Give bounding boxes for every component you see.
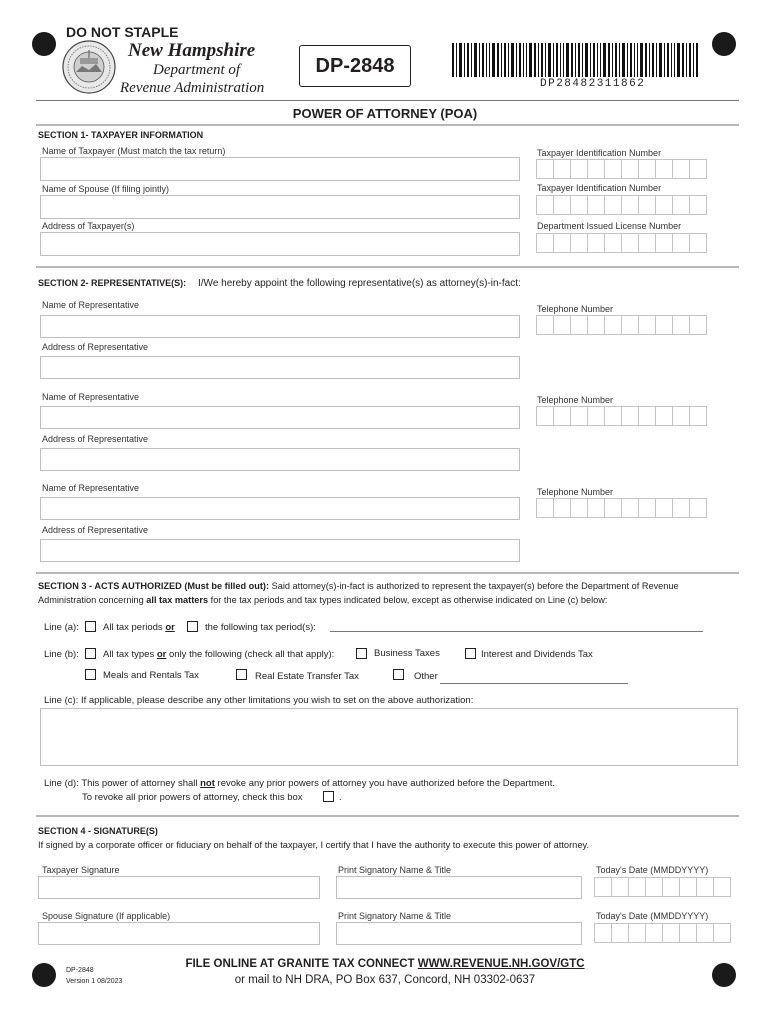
other-checkbox[interactable] (393, 669, 404, 680)
rep1-address-label: Address of Representative (42, 342, 149, 352)
line-d-period: . (339, 792, 342, 803)
section3-intro-b1: Administration concerning (38, 595, 144, 605)
section2-intro: I/We hereby appoint the following representative(s) as attorney(s)-in-fact: (198, 278, 521, 289)
print-name-field-1[interactable] (336, 876, 582, 899)
interest-dividends-label: Interest and Dividends Tax (481, 649, 593, 660)
date-label-2: Today's Date (MMDDYYYY) (596, 911, 709, 921)
print-name-label-2: Print Signatory Name & Title (338, 911, 452, 921)
rep2-name-label: Name of Representative (42, 392, 140, 402)
rep3-address-label: Address of Representative (42, 525, 149, 535)
form-number: DP-2848 (315, 55, 395, 77)
rep1-address-field[interactable] (40, 356, 520, 379)
spouse-signature-label: Spouse Signature (If applicable) (42, 911, 171, 921)
spouse-tin-field[interactable] (536, 195, 706, 215)
state-seal-icon (62, 40, 116, 94)
barcode-text: DP28482311862 (540, 78, 646, 90)
section3-intro-b2: for the tax periods and tax types indicated below, except as otherwise indicated on Line (c) below: (210, 595, 608, 605)
spouse-signature-field[interactable] (38, 922, 320, 945)
rep1-name-field[interactable] (40, 315, 520, 338)
business-taxes-checkbox[interactable] (356, 648, 367, 659)
date-label-1: Today's Date (MMDDYYYY) (596, 865, 709, 875)
section4-intro: If signed by a corporate officer or fiduciary on behalf of the taxpayer, I certify that I have the authority to execute this power of attorney. (38, 840, 590, 850)
license-number-label: Department Issued License Number (537, 221, 682, 231)
section3-title: SECTION 3 - ACTS AUTHORIZED (Must be filled out): (38, 581, 270, 591)
real-estate-checkbox[interactable] (236, 669, 247, 680)
tax-periods-input[interactable] (330, 631, 703, 632)
taxpayer-name-label: Name of Taxpayer (Must match the tax return) (42, 146, 226, 156)
section2-divider (36, 266, 739, 268)
taxpayer-address-label: Address of Taxpayer(s) (42, 221, 135, 231)
line-b-label: Line (b): (44, 649, 79, 660)
section2-title: SECTION 2- REPRESENTATIVE(S): (38, 278, 187, 288)
section1-divider (36, 124, 739, 126)
section3-intro-bold: all tax matters (146, 595, 209, 605)
print-name-field-2[interactable] (336, 922, 582, 945)
spouse-name-field[interactable] (40, 195, 520, 219)
taxpayer-address-field[interactable] (40, 232, 520, 256)
barcode (452, 43, 698, 77)
date-field-1[interactable] (594, 877, 730, 897)
spouse-name-label: Name of Spouse (If filing jointly) (42, 184, 170, 194)
line-d-revoke-text: To revoke all prior powers of attorney, check this box (82, 792, 303, 803)
all-tax-periods-checkbox[interactable] (85, 621, 96, 632)
footer-form-number: DP-2848 (66, 967, 94, 974)
state-name: New Hampshire (128, 40, 256, 61)
rep3-name-label: Name of Representative (42, 483, 140, 493)
following-tax-periods-checkbox[interactable] (187, 621, 198, 632)
department-line-2: Revenue Administration (120, 80, 265, 96)
section3-intro-line1 (38, 581, 679, 591)
rep3-name-field[interactable] (40, 497, 520, 520)
rep2-phone-label: Telephone Number (537, 395, 614, 405)
header-divider (36, 100, 739, 101)
all-tax-periods-label: All tax periods or (103, 622, 175, 633)
page-title: POWER OF ATTORNEY (POA) (292, 106, 478, 121)
rep2-address-field[interactable] (40, 448, 520, 471)
section4-divider (36, 815, 739, 817)
footer-file-online: FILE ONLINE AT GRANITE TAX CONNECT WWW.REVENUE.NH.GOV/GTC (185, 958, 585, 970)
rep3-phone-field[interactable] (536, 498, 706, 518)
line-a-label: Line (a): (44, 622, 79, 633)
registration-mark-top-right (712, 32, 736, 56)
rep3-address-field[interactable] (40, 539, 520, 562)
following-tax-periods-label: the following tax period(s): (205, 622, 316, 633)
department-line-1: Department of (153, 62, 241, 78)
rep2-phone-field[interactable] (536, 406, 706, 426)
date-field-2[interactable] (594, 923, 730, 943)
section3-intro-line2 (38, 595, 607, 605)
all-tax-types-label: All tax types or only the following (check all that apply): (103, 649, 335, 660)
interest-dividends-checkbox[interactable] (465, 648, 476, 659)
taxpayer-tin-field[interactable] (536, 159, 706, 179)
taxpayer-name-field[interactable] (40, 157, 520, 181)
section3-intro-a: Said attorney(s)-in-fact is authorized to represent the taxpayer(s) before the Department of Revenue (271, 581, 679, 591)
real-estate-label: Real Estate Transfer Tax (255, 671, 359, 682)
line-c-text: Line (c): If applicable, please describe any other limitations you wish to set on the above authorization: (44, 695, 474, 706)
business-taxes-label: Business Taxes (374, 648, 440, 659)
meals-rentals-label: Meals and Rentals Tax (103, 670, 199, 681)
gtc-link[interactable]: WWW.REVENUE.NH.GOV/GTC (417, 958, 585, 970)
do-not-staple: DO NOT STAPLE (66, 24, 179, 40)
other-input[interactable] (440, 683, 628, 684)
rep1-phone-field[interactable] (536, 315, 706, 335)
taxpayer-signature-label: Taxpayer Signature (42, 865, 120, 875)
limitations-textarea[interactable] (40, 708, 738, 766)
rep1-phone-label: Telephone Number (537, 304, 614, 314)
other-label: Other (414, 671, 438, 682)
footer-version: Version 1 08/2023 (66, 978, 123, 985)
rep1-name-label: Name of Representative (42, 300, 140, 310)
rep2-name-field[interactable] (40, 406, 520, 429)
line-d-text: Line (d): This power of attorney shall not revoke any prior powers of attorney you have authorized before the Department. (44, 778, 555, 789)
taxpayer-tin-label: Taxpayer Identification Number (537, 148, 662, 158)
print-name-label-1: Print Signatory Name & Title (338, 865, 452, 875)
section1-title: SECTION 1- TAXPAYER INFORMATION (38, 130, 204, 140)
section3-divider (36, 572, 739, 574)
spouse-tin-label: Taxpayer Identification Number (537, 183, 662, 193)
section4-title: SECTION 4 - SIGNATURE(S) (38, 826, 158, 836)
license-number-field[interactable] (536, 233, 706, 253)
meals-rentals-checkbox[interactable] (85, 669, 96, 680)
rep2-address-label: Address of Representative (42, 434, 149, 444)
all-tax-types-checkbox[interactable] (85, 648, 96, 659)
rep3-phone-label: Telephone Number (537, 487, 614, 497)
footer-mail-address: or mail to NH DRA, PO Box 637, Concord, NH 03302-0637 (234, 974, 536, 986)
taxpayer-signature-field[interactable] (38, 876, 320, 899)
revoke-prior-poa-checkbox[interactable] (323, 791, 334, 802)
registration-mark-top-left (32, 32, 56, 56)
